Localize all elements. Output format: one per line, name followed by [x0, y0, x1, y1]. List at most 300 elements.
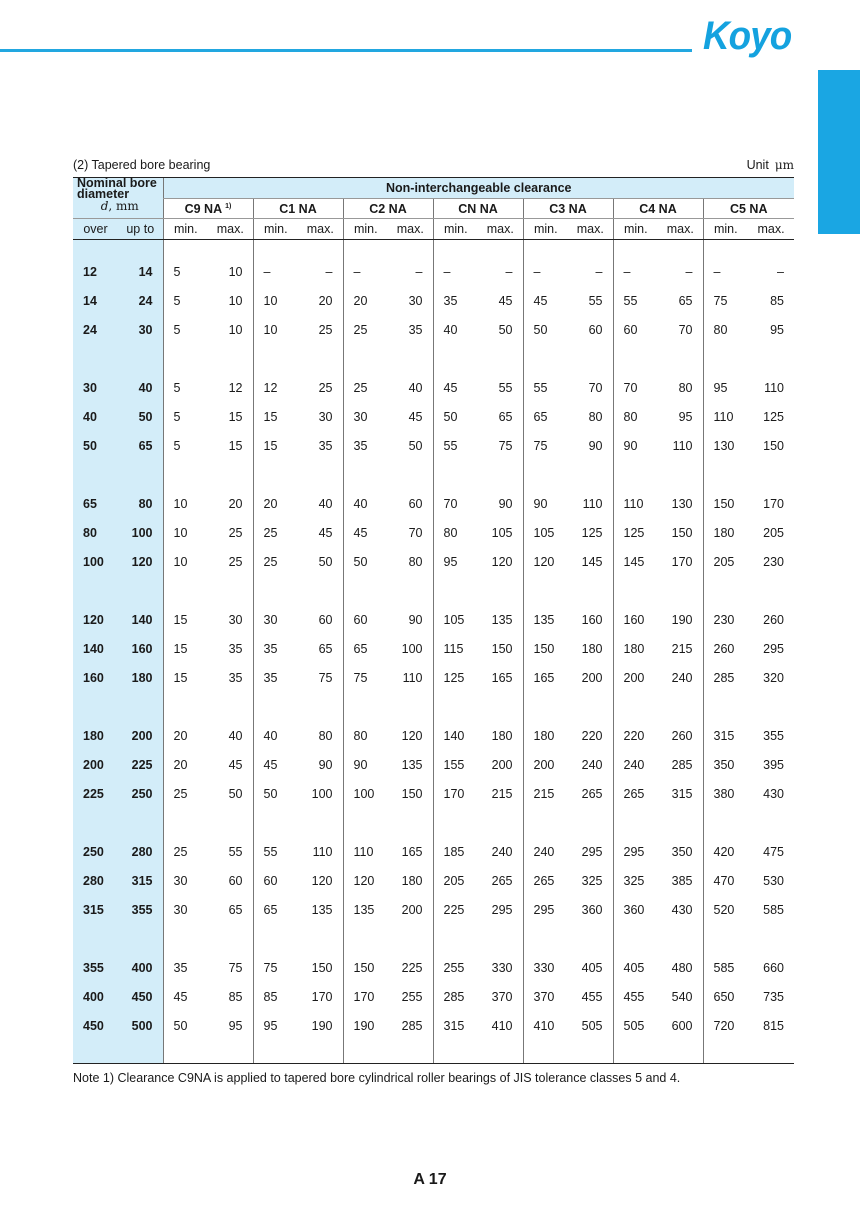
clearance-value: 135 [343, 896, 388, 925]
spacer-cell [343, 461, 388, 490]
spacer-cell [478, 1041, 523, 1064]
spacer-cell [163, 693, 208, 722]
clearance-value: 30 [253, 606, 298, 635]
clearance-value: 190 [343, 1012, 388, 1041]
clearance-value: 600 [671, 1019, 693, 1033]
clearance-value: – [505, 265, 513, 279]
table-row [73, 287, 794, 316]
spacer-cell [73, 809, 118, 838]
spacer-cell [388, 925, 433, 954]
clearance-value: 60 [343, 606, 388, 635]
clearance-value: – [685, 265, 693, 279]
group-spacer [73, 240, 794, 258]
clearance-value: 170 [343, 983, 388, 1012]
clearance-value: 200 [401, 903, 423, 917]
clearance-value: 55 [523, 374, 568, 403]
spacer-cell [388, 809, 433, 838]
clearance-value: 90 [408, 613, 423, 627]
clearance-value: 505 [613, 1012, 658, 1041]
bore-over: 65 [73, 490, 118, 519]
clearance-value: 215 [523, 780, 568, 809]
clearance-value: 505 [581, 1019, 603, 1033]
clearance-value: 185 [433, 838, 478, 867]
spacer-cell [298, 693, 343, 722]
clearance-value: 30 [318, 410, 333, 424]
clearance-value: – [415, 265, 423, 279]
clearance-value: 25 [253, 519, 298, 548]
clearance-value: 105 [491, 526, 513, 540]
clearance-value: 60 [228, 874, 243, 888]
clearance-value: 30 [343, 403, 388, 432]
non-interchangeable-clearance-header: Non-interchangeable clearance [163, 178, 794, 199]
clearance-value: 120 [311, 874, 333, 888]
spacer-cell [433, 240, 478, 258]
bore-over: 200 [73, 751, 118, 780]
clearance-value: 160 [581, 613, 603, 627]
spacer-cell [208, 1041, 253, 1064]
clearance-value: 130 [671, 497, 693, 511]
spacer-cell [208, 461, 253, 490]
bore-over: 225 [73, 780, 118, 809]
clearance-value: 10 [228, 265, 243, 279]
table-row [73, 606, 794, 635]
clearance-value: 10 [228, 323, 243, 337]
class-label: C2 NA [369, 201, 407, 216]
class-label: C1 NA [279, 201, 317, 216]
clearance-value: 80 [678, 381, 693, 395]
table-row [73, 1012, 794, 1041]
bore-up-to: 160 [118, 635, 163, 664]
spacer-cell [568, 461, 613, 490]
clearance-value: 180 [523, 722, 568, 751]
min-max-row [73, 219, 794, 240]
bore-over: 355 [73, 954, 118, 983]
bore-over: 160 [73, 664, 118, 693]
clearance-value: 110 [703, 403, 748, 432]
bore-up-to: 14 [118, 258, 163, 287]
spacer-cell [208, 345, 253, 374]
bore-up-to: 500 [118, 1012, 163, 1041]
clearance-value: 220 [581, 729, 603, 743]
clearance-value: 95 [433, 548, 478, 577]
spacer-cell [523, 693, 568, 722]
clearance-value: 285 [703, 664, 748, 693]
clearance-value: 80 [318, 729, 333, 743]
clearance-value: 420 [703, 838, 748, 867]
spacer-cell [748, 345, 794, 374]
clearance-value: 20 [163, 751, 208, 780]
bore-over: 12 [73, 258, 118, 287]
spacer-cell [118, 925, 163, 954]
clearance-value: 120 [343, 867, 388, 896]
spacer-cell [253, 693, 298, 722]
spacer-cell [73, 925, 118, 954]
clearance-value: 50 [523, 316, 568, 345]
clearance-value: 165 [401, 845, 423, 859]
spacer-cell [568, 1041, 613, 1064]
max-header: max. [568, 219, 613, 240]
clearance-value: 225 [433, 896, 478, 925]
min-header: min. [433, 219, 478, 240]
clearance-value: 260 [703, 635, 748, 664]
spacer-cell [433, 809, 478, 838]
section-tab [818, 70, 860, 234]
bore-over: 140 [73, 635, 118, 664]
clearance-value: 140 [433, 722, 478, 751]
table-row [73, 403, 794, 432]
group-spacer [73, 577, 794, 606]
clearance-value: 165 [491, 671, 513, 685]
clearance-value: 295 [763, 642, 784, 656]
clearance-value: 135 [401, 758, 423, 772]
clearance-value: 520 [703, 896, 748, 925]
clearance-value: 350 [703, 751, 748, 780]
spacer-cell [568, 345, 613, 374]
table-row [73, 316, 794, 345]
clearance-value: 125 [763, 410, 784, 424]
clearance-value: 105 [523, 519, 568, 548]
spacer-cell [658, 461, 703, 490]
spacer-cell [478, 461, 523, 490]
bore-up-to: 120 [118, 548, 163, 577]
clearance-value: 125 [433, 664, 478, 693]
spacer-cell [568, 577, 613, 606]
class-header [613, 199, 703, 219]
clearance-value: 135 [523, 606, 568, 635]
clearance-value: 150 [671, 526, 693, 540]
clearance-value: 90 [523, 490, 568, 519]
nominal-bore-header [73, 178, 163, 219]
spacer-cell [433, 345, 478, 374]
clearance-value: 80 [613, 403, 658, 432]
nominal-bore-unit [77, 201, 163, 212]
spacer-cell [163, 345, 208, 374]
clearance-value: 315 [703, 722, 748, 751]
clearance-value: 10 [228, 294, 243, 308]
clearance-value: 110 [613, 490, 658, 519]
clearance-value: 25 [318, 323, 333, 337]
class-label: C9 NA [184, 201, 222, 216]
clearance-value: 145 [613, 548, 658, 577]
spacer-cell [478, 925, 523, 954]
clearance-value: 65 [678, 294, 693, 308]
spacer-cell [703, 1041, 748, 1064]
clearance-value: 20 [228, 497, 243, 511]
class-label: C3 NA [549, 201, 587, 216]
clearance-value: 130 [703, 432, 748, 461]
spacer-cell [658, 345, 703, 374]
bore-over: 400 [73, 983, 118, 1012]
spacer-cell [253, 809, 298, 838]
clearance-value: 350 [671, 845, 693, 859]
clearance-value: 530 [763, 874, 784, 888]
clearance-value: 225 [401, 961, 423, 975]
clearance-value: 50 [228, 787, 243, 801]
max-header: max. [478, 219, 523, 240]
clearance-value: 5 [163, 316, 208, 345]
clearance-value: 295 [491, 903, 513, 917]
min-header: min. [523, 219, 568, 240]
spacer-cell [613, 925, 658, 954]
clearance-value: 815 [763, 1019, 784, 1033]
table-row [73, 780, 794, 809]
clearance-value: 30 [163, 867, 208, 896]
bore-over: 250 [73, 838, 118, 867]
clearance-value: 265 [613, 780, 658, 809]
spacer-cell [658, 809, 703, 838]
spacer-cell [253, 461, 298, 490]
spacer-cell [478, 577, 523, 606]
unit-text: Unit [746, 158, 769, 172]
spacer-cell [73, 1041, 118, 1064]
spacer-cell [298, 925, 343, 954]
clearance-value: 40 [343, 490, 388, 519]
class-label: C4 NA [639, 201, 677, 216]
table-header [73, 178, 794, 240]
clearance-value: 15 [163, 664, 208, 693]
bore-over: 120 [73, 606, 118, 635]
unit-label [747, 158, 794, 172]
spacer-cell [613, 809, 658, 838]
spacer-cell [388, 577, 433, 606]
spacer-cell [478, 809, 523, 838]
class-header [703, 199, 794, 219]
clearance-value: 25 [318, 381, 333, 395]
clearance-value: 395 [763, 758, 784, 772]
clearance-value: 240 [491, 845, 513, 859]
clearance-value: 115 [433, 635, 478, 664]
spacer-cell [388, 240, 433, 258]
clearance-value: 295 [613, 838, 658, 867]
clearance-value: 100 [401, 642, 423, 656]
clearance-value: 25 [163, 780, 208, 809]
clearance-value: 70 [613, 374, 658, 403]
clearance-value: 25 [228, 526, 243, 540]
clearance-value: 60 [318, 613, 333, 627]
clearance-value: 75 [253, 954, 298, 983]
spacer-cell [73, 345, 118, 374]
clearance-value: 410 [491, 1019, 513, 1033]
clearance-value: 45 [253, 751, 298, 780]
clearance-value: 90 [613, 432, 658, 461]
spacer-cell [433, 693, 478, 722]
table-row [73, 983, 794, 1012]
spacer-cell [298, 1041, 343, 1064]
clearance-value: 55 [253, 838, 298, 867]
spacer-cell [208, 240, 253, 258]
spacer-cell [253, 925, 298, 954]
clearance-value: 10 [253, 316, 298, 345]
table-caption: (2) Tapered bore bearing [73, 158, 211, 172]
clearance-value: 65 [498, 410, 513, 424]
clearance-value: 160 [613, 606, 658, 635]
table-row [73, 751, 794, 780]
clearance-value: 90 [318, 758, 333, 772]
clearance-value: 110 [402, 671, 423, 685]
clearance-value: 120 [491, 555, 513, 569]
clearance-value: 90 [498, 497, 513, 511]
clearance-value: 110 [672, 439, 693, 453]
clearance-value: 455 [581, 990, 603, 1004]
clearance-value: – [523, 258, 568, 287]
clearance-value: 85 [228, 990, 243, 1004]
spacer-cell [433, 577, 478, 606]
clearance-value: 65 [253, 896, 298, 925]
clearance-value: 45 [163, 983, 208, 1012]
clearance-value: 215 [671, 642, 693, 656]
clearance-value: 95 [253, 1012, 298, 1041]
spacer-cell [658, 240, 703, 258]
clearance-value: 90 [588, 439, 603, 453]
clearance-value: 650 [703, 983, 748, 1012]
max-header: max. [658, 219, 703, 240]
clearance-value: 295 [523, 896, 568, 925]
clearance-value: 145 [581, 555, 603, 569]
clearance-value: 75 [318, 671, 333, 685]
clearance-value: – [777, 265, 784, 279]
clearance-value: 295 [581, 845, 603, 859]
clearance-value: 135 [491, 613, 513, 627]
clearance-value: 190 [311, 1019, 333, 1033]
group-spacer [73, 925, 794, 954]
bore-up-to: 140 [118, 606, 163, 635]
clearance-value: 50 [343, 548, 388, 577]
clearance-value: 35 [163, 954, 208, 983]
clearance-value: 360 [613, 896, 658, 925]
bore-over: 40 [73, 403, 118, 432]
clearance-value: 65 [318, 642, 333, 656]
class-header [253, 199, 343, 219]
clearance-value: 95 [678, 410, 693, 424]
clearance-value: 405 [613, 954, 658, 983]
clearance-value: 55 [588, 294, 603, 308]
spacer-cell [748, 1041, 794, 1064]
clearance-value: 55 [613, 287, 658, 316]
min-header: min. [163, 219, 208, 240]
clearance-value: 15 [253, 432, 298, 461]
clearance-value: 240 [581, 758, 603, 772]
spacer-cell [388, 693, 433, 722]
spacer-cell [703, 925, 748, 954]
spacer-cell [343, 240, 388, 258]
spacer-cell [343, 925, 388, 954]
group-spacer [73, 809, 794, 838]
clearance-value: 200 [613, 664, 658, 693]
table-row [73, 519, 794, 548]
class-header [523, 199, 613, 219]
group-spacer [73, 461, 794, 490]
clearance-value: 180 [491, 729, 513, 743]
clearance-value: 80 [408, 555, 423, 569]
clearance-value: 45 [408, 410, 423, 424]
spacer-cell [343, 577, 388, 606]
clearance-value: 70 [433, 490, 478, 519]
spacer-cell [298, 577, 343, 606]
clearance-value: 65 [523, 403, 568, 432]
spacer-cell [388, 461, 433, 490]
spacer-cell [523, 461, 568, 490]
clearance-value: 110 [312, 845, 333, 859]
clearance-value: 50 [318, 555, 333, 569]
spacer-cell [208, 925, 253, 954]
bore-up-to: 65 [118, 432, 163, 461]
spacer-cell [253, 345, 298, 374]
spacer-cell [613, 1041, 658, 1064]
clearance-value: 330 [491, 961, 513, 975]
nominal-bore-label: Nominal bore diameter [77, 176, 157, 201]
spacer-cell [73, 577, 118, 606]
bore-over: 30 [73, 374, 118, 403]
clearance-value: 170 [433, 780, 478, 809]
table-body [73, 240, 794, 1064]
header-rule [0, 49, 692, 52]
spacer-cell [568, 925, 613, 954]
clearance-value: 15 [163, 635, 208, 664]
spacer-cell [523, 925, 568, 954]
clearance-value: 265 [581, 787, 603, 801]
clearance-value: 205 [433, 867, 478, 896]
clearance-value: 260 [763, 613, 784, 627]
spacer-cell [568, 693, 613, 722]
spacer-cell [298, 345, 343, 374]
clearance-value: 15 [253, 403, 298, 432]
clearance-value: 85 [770, 294, 784, 308]
clearance-value: – [595, 265, 603, 279]
clearance-value: 50 [433, 403, 478, 432]
spacer-cell [748, 925, 794, 954]
bore-over: 80 [73, 519, 118, 548]
spacer-cell [208, 577, 253, 606]
clearance-value: 50 [253, 780, 298, 809]
clearance-value: 70 [678, 323, 693, 337]
spacer-cell [298, 461, 343, 490]
clearance-value: 385 [671, 874, 693, 888]
bore-up-to: 250 [118, 780, 163, 809]
bore-up-to: 225 [118, 751, 163, 780]
clearance-value: 150 [523, 635, 568, 664]
nominal-bore-mm: , mm [108, 199, 139, 213]
spacer-cell [388, 345, 433, 374]
clearance-value: 230 [703, 606, 748, 635]
class-header [343, 199, 433, 219]
clearance-value: 150 [491, 642, 513, 656]
spacer-cell [613, 345, 658, 374]
spacer-cell [208, 809, 253, 838]
clearance-value: 405 [581, 961, 603, 975]
clearance-value: 315 [433, 1012, 478, 1041]
clearance-value: 125 [581, 526, 603, 540]
spacer-cell [658, 693, 703, 722]
spacer-cell [748, 461, 794, 490]
clearance-value: 660 [763, 961, 784, 975]
spacer-cell [523, 1041, 568, 1064]
clearance-value: 110 [764, 381, 784, 395]
clearance-value: 45 [433, 374, 478, 403]
clearance-value: 125 [613, 519, 658, 548]
spacer-cell [163, 925, 208, 954]
spacer-cell [523, 345, 568, 374]
over-header: over [73, 219, 118, 240]
clearance-value: 45 [343, 519, 388, 548]
clearance-value: 180 [401, 874, 423, 888]
clearance-value: 5 [163, 258, 208, 287]
bore-up-to: 24 [118, 287, 163, 316]
clearance-value: 370 [523, 983, 568, 1012]
clearance-value: 205 [763, 526, 784, 540]
spacer-cell [703, 577, 748, 606]
clearance-value: 220 [613, 722, 658, 751]
clearance-value: 60 [253, 867, 298, 896]
